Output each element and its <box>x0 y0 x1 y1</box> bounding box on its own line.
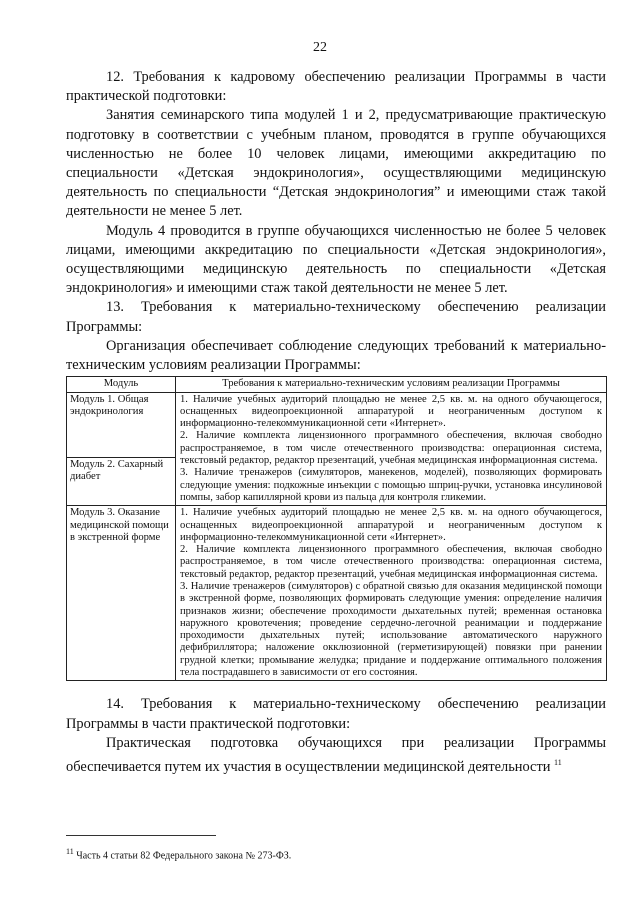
module-2-cell: Модуль 2. Сахарный диабет <box>67 457 176 506</box>
requirement-item: 3. Наличие тренажеров (симуляторов) с обратной связью для оказания медицинской помощи в экстренной форме, позволяющих формировать следующие умения: определение наличия признаков жизни; обеспечение проходимости дыхательных путей; временная остановка наружного кровотечения; проведение сердечно-легочной реанимации и поддержание проходимости дыхательных путей; использование автоматического наружного дефибриллятора; наложение окклюзионной (герметизирующей) повязки при ранении грудной клетки; промывание желудка; придание и поддержание оптимального положения тела пострадавшего в зависимости от его состояния. <box>180 581 602 679</box>
requirements-cell-module-3 <box>176 506 607 681</box>
document-body <box>66 68 606 777</box>
requirement-item: 1. Наличие учебных аудиторий площадью не менее 2,5 кв. м. на одного обучающегося, оснащенных видеопроекционной аппаратурой и неограниченным доступом к информационно-телекоммуникационной сети «Интернет». <box>180 393 602 430</box>
section-13-heading: 13. Требования к материально-техническому обеспечению реализации Программы: <box>66 299 606 335</box>
column-header-module: Модуль <box>67 377 176 392</box>
requirements-table <box>66 376 607 681</box>
section-13-intro: Организация обеспечивает соблюдение следующих требований к материально-техническим условиям реализации Программы: <box>66 337 606 374</box>
requirements-cell-modules-1-2 <box>176 392 607 506</box>
requirement-item: 2. Наличие комплекта лицензионного программного обеспечения, включая свободно распространяемое, в том числе отечественного производства: операционная система, текстовый редактор, редактор презентаций, учебная медицинская информационная система. <box>180 544 602 580</box>
section-14-heading: 14. Требования к материально-техническому обеспечению реализации Программы в части практической подготовки: <box>66 696 606 732</box>
footnote-text: Часть 4 статьи 82 Федерального закона № 273-ФЗ. <box>76 850 292 862</box>
section-14-paragraph-1 <box>66 734 606 777</box>
table-header-row <box>67 377 607 392</box>
section-12-paragraph-1: Занятия семинарского типа модулей 1 и 2, предусматривающие практическую подготовку в соответствии с учебным планом, проводятся в группе обучающихся численностью не более 10 человек лицами, имеющими аккредитацию по специальности «Детская эндокринология», осуществляющими медицинскую деятельность по специальности “Детская эндокринология” и имеющими стаж такой деятельности не менее 5 лет. <box>66 107 606 220</box>
footnote-reference: 11 <box>554 757 562 767</box>
module-3-cell: Модуль 3. Оказание медицинской помощи в экстренной форме <box>67 506 176 681</box>
table-row <box>67 392 607 457</box>
requirement-item: 2. Наличие комплекта лицензионного программного обеспечения, включая свободно распространяемое, в том числе отечественного производства: операционная система, текстовый редактор, редактор презентаций, учебная медицинская информационная система. <box>180 430 602 467</box>
requirement-item: 3. Наличие тренажеров (симуляторов, манекенов, моделей), позволяющих формировать следующие умения: подкожные инъекции с помощью шприц-ручки, установка инсулиновой помпы, забор капиллярной крови из пальца для контроля гликемии. <box>180 467 602 503</box>
page-number: 22 <box>313 40 327 55</box>
section-14-text: Практическая подготовка обучающихся при реализации Программы обеспечивается путем их участия в осуществлении медицинской деятельности <box>66 734 606 775</box>
footnote-number: 11 <box>66 847 74 856</box>
section-12-paragraph-2: Модуль 4 проводится в группе обучающихся численностью не более 5 человек лицами, имеющими аккредитацию по специальности «Детская эндокринология», осуществляющими медицинскую деятельность по специальности «Детская эндокринология» и имеющими стаж такой деятельности не менее 5 лет. <box>66 222 606 297</box>
module-1-cell: Модуль 1. Общая эндокринология <box>67 392 176 457</box>
table-row <box>67 506 607 681</box>
footnote-divider <box>66 835 216 836</box>
requirement-item: 1. Наличие учебных аудиторий площадью не менее 2,5 кв. м. на одного обучающегося, оснащенных видеопроекционной аппаратурой и неограниченным доступом к информационно-телекоммуникационной сети «Интернет». <box>180 507 602 543</box>
footnote <box>66 847 291 861</box>
column-header-requirements: Требования к материально-техническим условиям реализации Программы <box>176 377 607 392</box>
section-12-heading: 12. Требования к кадровому обеспечению реализации Программы в части практической подготовки: <box>66 69 606 105</box>
